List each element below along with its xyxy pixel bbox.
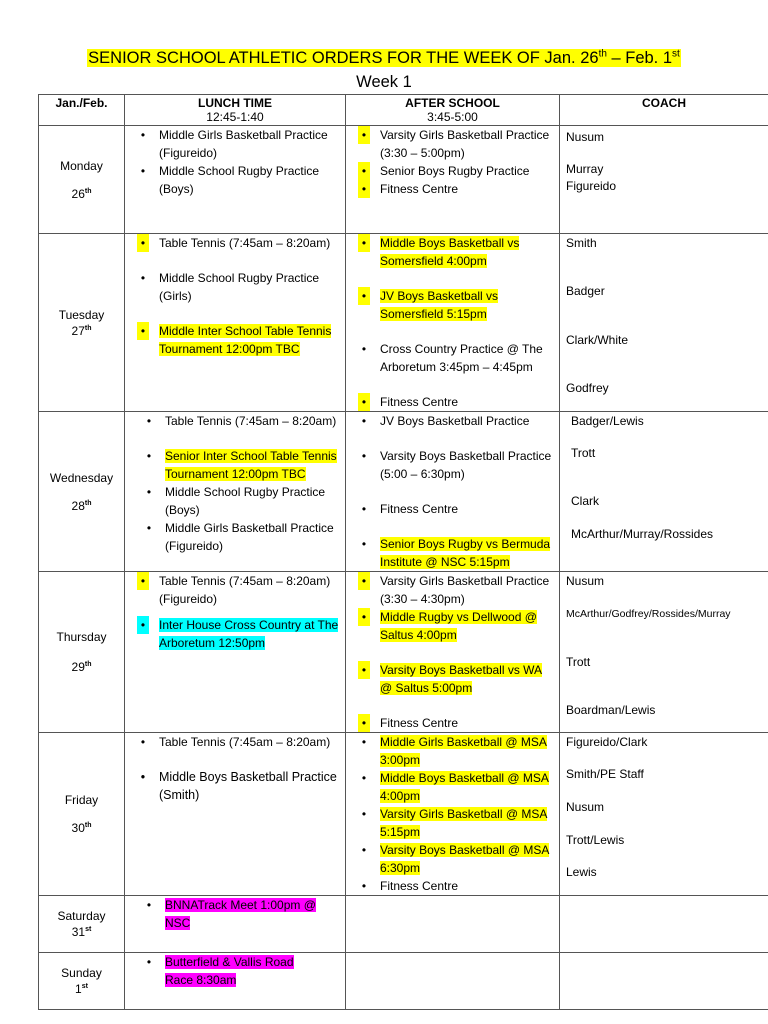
activity-text: Varsity Girls Basketball @ MSA 5:15pm: [380, 807, 548, 839]
day-cell: [39, 234, 125, 412]
bullet-icon: •: [140, 271, 146, 285]
header-lunch: [125, 95, 346, 126]
list-item: [346, 535, 559, 571]
bullet-icon: •: [361, 537, 367, 551]
activity-text: Middle School Rugby Practice (Girls): [159, 271, 320, 303]
activity-text: Fitness Centre: [380, 502, 459, 516]
bullet-icon: •: [361, 843, 367, 857]
list-item: [346, 126, 559, 162]
row-thursday: [39, 572, 768, 733]
bullet-icon: •: [358, 572, 370, 590]
after-cell: [346, 234, 560, 412]
activity-text: Table Tennis (7:45am – 8:20am): [159, 236, 331, 250]
bullet-icon: •: [140, 770, 146, 784]
lunch-cell: [125, 412, 346, 572]
row-wednesday: [39, 412, 768, 572]
list-item: [125, 447, 345, 483]
bullet-icon: •: [358, 126, 370, 144]
list-item: [125, 126, 345, 162]
week-label: Week 1: [356, 73, 412, 91]
coach-name: Godfrey: [566, 381, 609, 395]
activity-text: Varsity Boys Basketball vs WA @ Saltus 5:00pm: [380, 663, 543, 695]
after-cell: [346, 953, 560, 1010]
activity-text: Middle School Rugby Practice (Boys): [159, 164, 320, 196]
title-text: SENIOR SCHOOL ATHLETIC ORDERS FOR THE WEEK OF Jan. 26: [88, 49, 599, 67]
after-cell: [346, 572, 560, 733]
list-item: [346, 841, 559, 877]
header-lunch-time: 12:45-1:40: [206, 110, 264, 124]
row-tuesday: [39, 234, 768, 412]
coach-name: Badger/Lewis: [571, 414, 644, 428]
activity-text: Inter House Cross Country at The Arboretum 12:50pm: [159, 618, 339, 650]
bullet-icon: •: [146, 414, 152, 428]
header-after-time: 3:45-5:00: [427, 110, 478, 124]
activity-text: JV Boys Basketball Practice: [380, 414, 530, 428]
title-sup-1: th: [598, 48, 607, 60]
coach-cell: [560, 896, 768, 953]
coach-name: Nusum: [566, 800, 605, 814]
list-item: [125, 896, 345, 932]
activity-text: Fitness Centre: [380, 182, 459, 196]
bullet-icon: •: [361, 879, 367, 893]
list-item: [346, 234, 559, 270]
day-date-sup: th: [84, 661, 92, 668]
bullet-icon: •: [140, 735, 146, 749]
title-text-2: – Feb. 1: [606, 49, 673, 67]
coach-name: Clark/White: [566, 333, 629, 347]
activity-text: Cross Country Practice @ The Arboretum 3:45pm – 4:45pm: [380, 342, 543, 374]
row-friday: [39, 733, 768, 896]
day-cell: [39, 733, 125, 896]
bullet-icon: •: [146, 485, 152, 499]
bullet-icon: •: [146, 521, 152, 535]
bullet-icon: •: [358, 714, 370, 732]
coach-name: Trott: [571, 446, 596, 460]
lunch-cell: [125, 126, 346, 234]
list-item: [346, 769, 559, 805]
day-date-sup: th: [84, 822, 92, 829]
activity-text: Fitness Centre: [380, 395, 459, 409]
day-date-sup: th: [84, 499, 92, 507]
activity-text: Middle Boys Basketball @ MSA 4:00pm: [380, 771, 549, 803]
coach-name: Trott/Lewis: [566, 833, 625, 847]
list-item: [346, 733, 559, 769]
bullet-icon: •: [137, 234, 149, 252]
activity-text: Middle Rugby vs Dellwood @ Saltus 4:00pm: [380, 610, 537, 642]
bullet-icon: •: [146, 449, 152, 463]
bullet-icon: •: [361, 771, 367, 785]
bullet-icon: •: [361, 414, 367, 428]
bullet-icon: •: [146, 955, 152, 969]
header-coach-label: COACH: [642, 96, 686, 110]
bullet-icon: •: [358, 661, 370, 679]
list-item: [125, 768, 345, 804]
lunch-cell: [125, 953, 346, 1010]
day-date: 1: [75, 982, 82, 996]
bullet-icon: •: [358, 162, 370, 180]
day-date: 29: [71, 660, 85, 674]
bullet-icon: •: [146, 898, 152, 912]
activity-text: Varsity Boys Basketball Practice (5:00 – 6:30pm): [380, 449, 552, 481]
activity-text: Middle Girls Basketball Practice (Figureido): [159, 128, 328, 160]
list-item: [346, 393, 559, 411]
list-item: [346, 412, 559, 430]
list-item: [346, 714, 559, 732]
day-name: Tuesday: [58, 307, 105, 322]
list-item: [125, 953, 345, 989]
coach-name: Boardman/Lewis: [566, 703, 656, 717]
activity-text: Middle Boys Basketball Practice (Smith): [159, 770, 337, 802]
lunch-cell: [125, 896, 346, 953]
activity-text: BNNATrack Meet 1:00pm @ NSC: [165, 898, 316, 930]
activity-text: Middle Girls Basketball @ MSA 3:00pm: [380, 735, 547, 767]
activity-text: Table Tennis (7:45am – 8:20am) (Figureido): [159, 574, 331, 606]
title-sup-2: st: [672, 48, 680, 60]
list-item: [125, 616, 345, 652]
page-title: [0, 47, 768, 69]
bullet-icon: •: [361, 449, 367, 463]
list-item: [125, 234, 345, 252]
day-date: 27: [71, 323, 85, 338]
day-date: 28: [71, 498, 85, 513]
day-date-sup: st: [81, 983, 88, 990]
list-item: [125, 572, 345, 608]
list-item: [346, 180, 559, 198]
coach-name: McArthur/Murray/Rossides: [571, 527, 714, 541]
activity-text: JV Boys Basketball vs Somersfield 5:15pm: [380, 289, 499, 321]
activity-text: Senior Boys Rugby vs Bermuda Institute @ NSC 5:15pm: [380, 537, 551, 569]
after-cell: [346, 896, 560, 953]
row-monday: [39, 126, 768, 234]
day-cell: [39, 412, 125, 572]
list-item: [125, 519, 345, 555]
coach-name: Lewis: [566, 865, 597, 879]
list-item: [125, 162, 345, 198]
header-date: [39, 95, 125, 126]
activity-text: Varsity Boys Basketball @ MSA 6:30pm: [380, 843, 550, 875]
coach-cell: [560, 234, 768, 412]
day-name: Wednesday: [49, 470, 114, 485]
bullet-icon: •: [358, 287, 370, 305]
coach-name: Trott: [566, 655, 591, 669]
list-item: [125, 483, 345, 519]
coach-name: Murray: [566, 162, 604, 176]
coach-name: Figureido: [566, 179, 617, 193]
activity-text: Fitness Centre: [380, 716, 459, 730]
bullet-icon: •: [137, 616, 149, 634]
activity-text: Table Tennis (7:45am – 8:20am): [165, 414, 337, 428]
activity-text: Middle Inter School Table Tennis Tournament 12:00pm TBC: [159, 324, 332, 356]
lunch-cell: [125, 234, 346, 412]
day-date: 31: [71, 925, 86, 939]
coach-name: Figureido/Clark: [566, 735, 648, 749]
bullet-icon: •: [361, 735, 367, 749]
list-item: [125, 733, 345, 751]
day-cell: [39, 896, 125, 953]
coach-cell: [560, 953, 768, 1010]
day-date: 30: [71, 821, 85, 835]
list-item: [346, 500, 559, 518]
bullet-icon: •: [358, 393, 370, 411]
activity-text: Butterfield & Vallis Road Race 8:30am: [165, 955, 294, 987]
bullet-icon: •: [137, 572, 149, 590]
activity-text: Senior Boys Rugby Practice: [380, 164, 530, 178]
row-saturday: [39, 896, 768, 953]
activity-text: Middle Boys Basketball vs Somersfield 4:00pm: [380, 236, 520, 268]
list-item: [346, 877, 559, 895]
coach-name: Clark: [571, 494, 600, 508]
activity-text: Middle Girls Basketball Practice (Figureido): [165, 521, 334, 553]
after-cell: [346, 126, 560, 234]
schedule-table: [38, 94, 768, 1010]
bullet-icon: •: [358, 180, 370, 198]
coach-name: Nusum: [566, 130, 605, 144]
activity-text: Varsity Girls Basketball Practice (3:30 – 4:30pm): [380, 574, 550, 606]
bullet-icon: •: [358, 234, 370, 252]
header-after: [346, 95, 560, 126]
day-date-sup: st: [85, 926, 92, 933]
list-item: [125, 269, 345, 305]
day-cell: [39, 572, 125, 733]
list-item: [346, 447, 559, 483]
day-name: Thursday: [56, 630, 107, 644]
after-cell: [346, 412, 560, 572]
day-name: Friday: [64, 793, 99, 807]
after-cell: [346, 733, 560, 896]
list-item: [346, 340, 559, 376]
activity-text: Table Tennis (7:45am – 8:20am): [159, 735, 331, 749]
header-lunch-label: LUNCH TIME: [198, 96, 272, 110]
lunch-cell: [125, 572, 346, 733]
bullet-icon: •: [358, 608, 370, 626]
list-item: [346, 572, 559, 608]
header-row: [39, 95, 768, 126]
activity-text: Middle School Rugby Practice (Boys): [165, 485, 326, 517]
coach-name: McArthur/Godfrey/Rossides/Murray: [566, 608, 731, 620]
bullet-icon: •: [140, 164, 146, 178]
coach-name: Smith: [566, 236, 597, 250]
coach-cell: [560, 733, 768, 896]
header-coach: [560, 95, 768, 126]
day-date-sup: th: [84, 187, 92, 195]
list-item: [346, 287, 559, 323]
list-item: [346, 661, 559, 697]
bullet-icon: •: [361, 342, 367, 356]
header-date-label: Jan./Feb.: [55, 96, 108, 110]
list-item: [346, 162, 559, 180]
header-after-label: AFTER SCHOOL: [405, 96, 500, 110]
coach-cell: [560, 412, 768, 572]
coach-name: Nusum: [566, 574, 605, 588]
day-name: Saturday: [57, 909, 106, 923]
coach-cell: [560, 572, 768, 733]
coach-name: Badger: [566, 284, 605, 298]
day-date-sup: th: [84, 324, 92, 332]
day-name: Sunday: [61, 966, 102, 980]
activity-text: Fitness Centre: [380, 879, 459, 893]
lunch-cell: [125, 733, 346, 896]
row-sunday: [39, 953, 768, 1010]
day-cell: [39, 953, 125, 1010]
coach-name: Smith/PE Staff: [566, 767, 644, 781]
bullet-icon: •: [361, 502, 367, 516]
bullet-icon: •: [361, 807, 367, 821]
activity-text: Senior Inter School Table Tennis Tournament 12:00pm TBC: [165, 449, 337, 481]
list-item: [346, 608, 559, 644]
bullet-icon: •: [137, 322, 149, 340]
coach-cell: [560, 126, 768, 234]
list-item: [125, 322, 345, 358]
list-item: [125, 412, 345, 430]
list-item: [346, 805, 559, 841]
day-cell: [39, 126, 125, 234]
day-name: Monday: [60, 158, 103, 173]
bullet-icon: •: [140, 128, 146, 142]
day-date: 26: [71, 186, 85, 201]
activity-text: Varsity Girls Basketball Practice (3:30 – 5:00pm): [380, 128, 550, 160]
